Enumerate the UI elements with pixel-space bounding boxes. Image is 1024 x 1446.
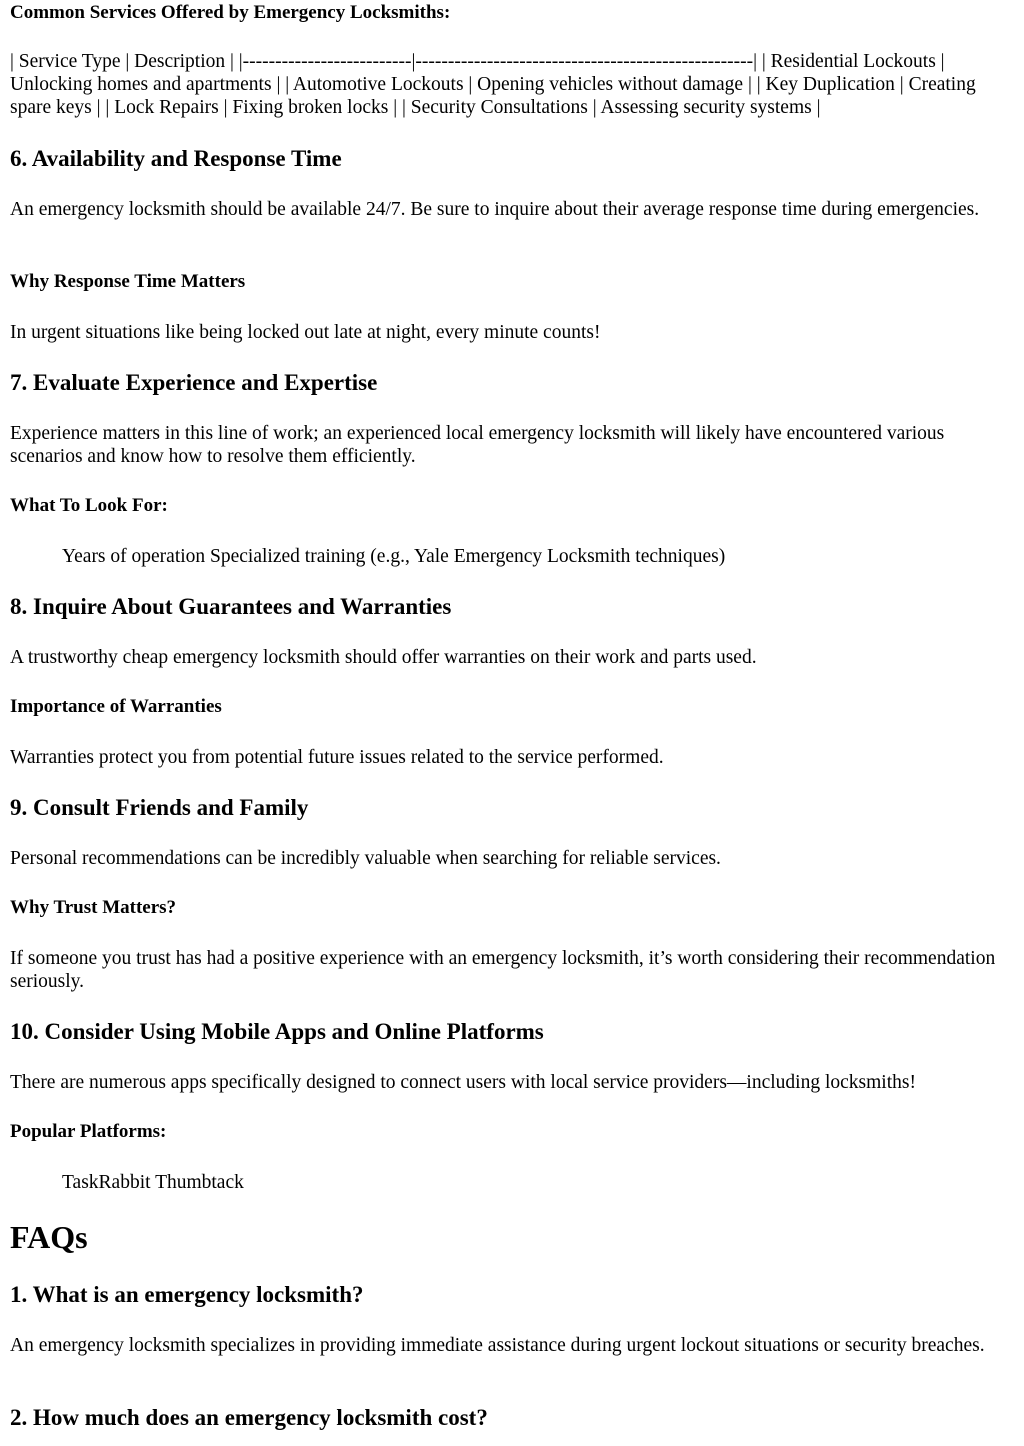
services-heading: Common Services Offered by Emergency Locksmiths: — [10, 2, 451, 23]
section-7-intro: Experience matters in this line of work; an experienced local emergency locksmith will likely have encountered various scenarios and know how to resolve them efficiently. — [10, 423, 945, 467]
faq-answer-1: An emergency locksmith specializes in providing immediate assistance during urgent lockout situations or security breaches. — [10, 1335, 985, 1356]
services-table-text: | Service Type | Description | |--------------------------|----------------------------------------------------| | Residential Lockouts | Unlocking homes and apartments | | Automotive Lockouts | Opening vehicles without damage | | Key Duplication | Creating spare keys | | Lock Repairs | Fixing broken locks | | Security Consultations | Assessing security systems | — [10, 51, 976, 118]
section-8-subtext: Warranties protect you from potential future issues related to the service performed. — [10, 747, 664, 768]
section-8-heading: 8. Inquire About Guarantees and Warranties — [10, 594, 452, 619]
section-9-intro: Personal recommendations can be incredibly valuable when searching for reliable services. — [10, 848, 721, 869]
section-10-subheading: Popular Platforms: — [10, 1121, 167, 1142]
section-9-heading: 9. Consult Friends and Family — [10, 795, 309, 820]
section-10-intro: There are numerous apps specifically designed to connect users with local service providers—including locksmiths! — [10, 1072, 916, 1093]
section-8-intro: A trustworthy cheap emergency locksmith should offer warranties on their work and parts used. — [10, 647, 757, 668]
section-7-heading: 7. Evaluate Experience and Expertise — [10, 370, 378, 395]
section-6-subheading: Why Response Time Matters — [10, 271, 246, 292]
faq-question-1: 1. What is an emergency locksmith? — [10, 1282, 364, 1307]
faq-question-2: 2. How much does an emergency locksmith cost? — [10, 1405, 488, 1430]
faqs-heading: FAQs — [10, 1219, 88, 1255]
section-7-list: Years of operation Specialized training (e.g., Yale Emergency Locksmith techniques) — [62, 546, 726, 567]
section-8-subheading: Importance of Warranties — [10, 696, 222, 717]
section-6-subtext: In urgent situations like being locked out late at night, every minute counts! — [10, 322, 601, 343]
section-10-heading: 10. Consider Using Mobile Apps and Online Platforms — [10, 1019, 544, 1044]
section-9-subheading: Why Trust Matters? — [10, 897, 177, 918]
section-9-subtext: If someone you trust has had a positive experience with an emergency locksmith, it’s worth considering their recommendation seriously. — [10, 948, 996, 992]
section-6-intro: An emergency locksmith should be available 24/7. Be sure to inquire about their average response time during emergencies. — [10, 199, 980, 220]
section-7-subheading: What To Look For: — [10, 495, 168, 516]
section-10-list: TaskRabbit Thumbtack — [62, 1172, 244, 1193]
section-6-heading: 6. Availability and Response Time — [10, 146, 342, 171]
